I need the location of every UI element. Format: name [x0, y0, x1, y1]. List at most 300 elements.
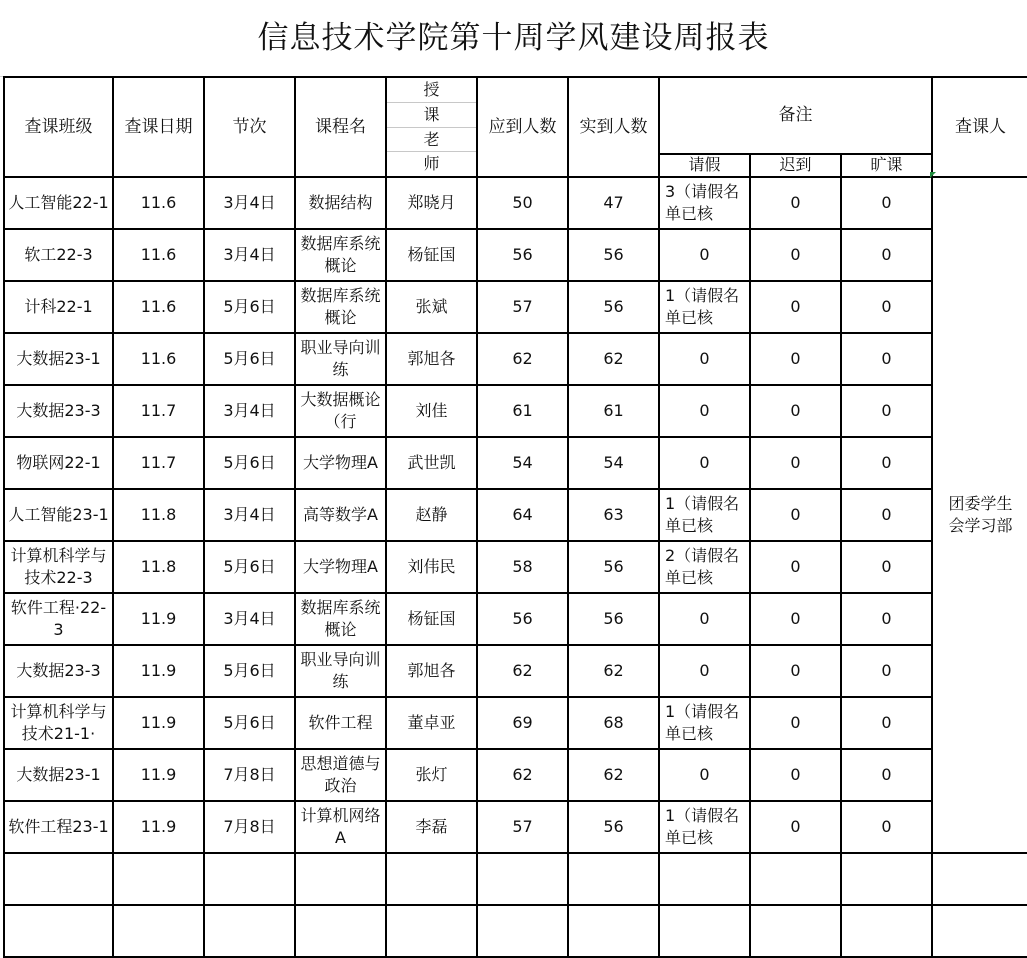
cell-course[interactable]: [295, 177, 386, 229]
cell-late-text: 0: [790, 453, 801, 472]
cell-absent-text: 0: [881, 297, 892, 316]
cell-actual[interactable]: [568, 905, 659, 957]
cell-date[interactable]: [113, 281, 204, 333]
cell-absent[interactable]: [841, 645, 932, 697]
cell-date-text: 11.9: [140, 765, 177, 784]
cell-absent[interactable]: [841, 177, 932, 229]
header-remarks[interactable]: 备注: [659, 77, 932, 154]
cell-leave[interactable]: [659, 541, 750, 593]
cell-period[interactable]: [204, 593, 295, 645]
table-row: [4, 541, 1027, 593]
cell-expected-text: 56: [512, 245, 533, 264]
cell-late[interactable]: [750, 801, 841, 853]
cell-date[interactable]: [113, 905, 204, 957]
cell-teacher-text: 赵静: [415, 505, 448, 524]
cell-period-text: 5月6日: [223, 713, 276, 732]
cell-teacher[interactable]: [386, 437, 477, 489]
cell-late[interactable]: [750, 697, 841, 749]
cell-teacher-text: 杨钲国: [407, 245, 456, 264]
cell-period[interactable]: [204, 697, 295, 749]
cell-expected-text: 56: [512, 609, 533, 628]
cell-leave-text: 1（请假名单已核: [665, 286, 740, 327]
cell-absent[interactable]: [841, 333, 932, 385]
cell-teacher[interactable]: [386, 593, 477, 645]
cell-absent[interactable]: [841, 489, 932, 541]
cell-leave[interactable]: [659, 593, 750, 645]
cell-expected-text: 61: [512, 401, 533, 420]
cell-actual[interactable]: [568, 385, 659, 437]
cell-course[interactable]: [295, 593, 386, 645]
cell-period-text: 5月6日: [223, 661, 276, 680]
cell-class[interactable]: [4, 645, 113, 697]
cell-period[interactable]: [204, 749, 295, 801]
cell-checker-text: 团委学生会学习部: [948, 494, 1013, 535]
cell-absent-text: 0: [881, 349, 892, 368]
cell-late[interactable]: [750, 281, 841, 333]
header-expected[interactable]: 应到人数: [477, 77, 568, 177]
cell-absent[interactable]: [841, 697, 932, 749]
cell-teacher-text: 郭旭各: [407, 661, 456, 680]
cell-expected[interactable]: [477, 541, 568, 593]
cell-expected-text: 62: [512, 349, 533, 368]
cell-leave-text: 0: [699, 349, 710, 368]
cell-late-text: 0: [790, 609, 801, 628]
cell-period-text: 5月6日: [223, 349, 276, 368]
cell-period[interactable]: [204, 281, 295, 333]
cell-absent-text: 0: [881, 557, 892, 576]
cell-class-text: 大数据23-3: [16, 661, 101, 680]
cell-date-text: 11.7: [140, 453, 177, 472]
cell-class[interactable]: [4, 593, 113, 645]
cell-period[interactable]: [204, 541, 295, 593]
cell-leave-text: 0: [699, 245, 710, 264]
report-title: 信息技术学院第十周学风建设周报表: [0, 0, 1027, 77]
cell-class-text: 软件工程23-1: [8, 817, 109, 836]
cell-actual-text: 47: [603, 193, 624, 212]
cell-teacher[interactable]: [386, 281, 477, 333]
cell-class[interactable]: [4, 905, 113, 957]
cell-actual[interactable]: [568, 489, 659, 541]
cell-late-text: 0: [790, 401, 801, 420]
cell-period-text: 3月4日: [223, 193, 276, 212]
cell-teacher-text: 张斌: [415, 297, 448, 316]
cell-course-text: 软件工程: [308, 713, 373, 732]
cell-course-text: 大学物理A: [303, 557, 378, 576]
cell-actual-text: 56: [603, 557, 624, 576]
cell-absent[interactable]: [841, 281, 932, 333]
table-row: [4, 489, 1027, 541]
cell-date[interactable]: [113, 697, 204, 749]
cell-expected-text: 54: [512, 453, 533, 472]
cell-period-text: 3月4日: [223, 401, 276, 420]
cell-late[interactable]: [750, 541, 841, 593]
cell-expected-text: 69: [512, 713, 533, 732]
cell-late[interactable]: [750, 177, 841, 229]
cell-late-text: 0: [790, 713, 801, 732]
table-row: [4, 437, 1027, 489]
header-actual[interactable]: 实到人数: [568, 77, 659, 177]
cell-teacher-text: 董卓亚: [407, 713, 456, 732]
cell-date[interactable]: [113, 229, 204, 281]
table-row: [4, 593, 1027, 645]
table-row: [4, 801, 1027, 853]
cell-expected[interactable]: [477, 229, 568, 281]
cell-expected[interactable]: [477, 489, 568, 541]
cell-absent[interactable]: [841, 593, 932, 645]
cell-class-text: 大数据23-1: [16, 765, 101, 784]
cell-late[interactable]: [750, 437, 841, 489]
cell-actual[interactable]: [568, 229, 659, 281]
cell-comment-marker: [930, 172, 936, 178]
cell-course-text: 数据结构: [308, 193, 373, 212]
cell-leave-text: 0: [699, 401, 710, 420]
cell-class[interactable]: [4, 437, 113, 489]
cell-teacher[interactable]: [386, 905, 477, 957]
cell-course[interactable]: [295, 853, 386, 905]
cell-period[interactable]: [204, 801, 295, 853]
header-late[interactable]: 迟到: [750, 154, 841, 177]
cell-expected[interactable]: [477, 801, 568, 853]
cell-actual[interactable]: [568, 749, 659, 801]
cell-course-text: 数据库系统概论: [300, 598, 381, 639]
cell-absent[interactable]: [841, 801, 932, 853]
cell-late[interactable]: [750, 749, 841, 801]
cell-leave[interactable]: [659, 281, 750, 333]
cell-teacher-text: 李磊: [415, 817, 448, 836]
cell-expected[interactable]: [477, 333, 568, 385]
cell-absent-text: 0: [881, 245, 892, 264]
cell-absent[interactable]: [841, 229, 932, 281]
cell-expected-text: 64: [512, 505, 533, 524]
cell-expected-text: 58: [512, 557, 533, 576]
cell-late[interactable]: [750, 853, 841, 905]
cell-teacher-text: 刘佳: [415, 401, 448, 420]
cell-teacher[interactable]: [386, 489, 477, 541]
cell-teacher-text: 武世凯: [407, 453, 456, 472]
cell-course[interactable]: [295, 489, 386, 541]
cell-expected[interactable]: [477, 281, 568, 333]
cell-period[interactable]: [204, 177, 295, 229]
cell-class-text: 大数据23-3: [16, 401, 101, 420]
cell-absent-text: 0: [881, 817, 892, 836]
cell-teacher-text: 杨钲国: [407, 609, 456, 628]
cell-actual-text: 61: [603, 401, 624, 420]
cell-course-text: 数据库系统概论: [300, 234, 381, 275]
cell-leave[interactable]: [659, 177, 750, 229]
cell-class-text: 人工智能22-1: [8, 193, 109, 212]
header-teacher[interactable]: [386, 77, 477, 177]
cell-period[interactable]: [204, 385, 295, 437]
cell-period-text: 5月6日: [223, 557, 276, 576]
cell-expected[interactable]: [477, 437, 568, 489]
cell-actual[interactable]: [568, 177, 659, 229]
cell-actual[interactable]: [568, 281, 659, 333]
cell-late[interactable]: [750, 385, 841, 437]
cell-class-text: 软件工程·22-3: [10, 598, 107, 639]
cell-date[interactable]: [113, 593, 204, 645]
empty-row: [4, 853, 1027, 905]
cell-course[interactable]: [295, 905, 386, 957]
header-checker[interactable]: 查课人: [932, 77, 1027, 177]
cell-actual[interactable]: [568, 853, 659, 905]
cell-absent[interactable]: [841, 437, 932, 489]
cell-actual-text: 56: [603, 297, 624, 316]
table-row: [4, 645, 1027, 697]
cell-date[interactable]: [113, 177, 204, 229]
cell-class[interactable]: [4, 541, 113, 593]
cell-teacher[interactable]: [386, 749, 477, 801]
cell-absent[interactable]: [841, 905, 932, 957]
cell-course-text: 计算机网络A: [300, 806, 381, 847]
cell-date-text: 11.9: [140, 713, 177, 732]
header-course[interactable]: 课程名: [295, 77, 386, 177]
cell-leave[interactable]: [659, 749, 750, 801]
cell-leave-text: 0: [699, 765, 710, 784]
cell-teacher[interactable]: [386, 177, 477, 229]
cell-course-text: 大学物理A: [303, 453, 378, 472]
cell-expected-text: 50: [512, 193, 533, 212]
cell-absent[interactable]: [841, 541, 932, 593]
cell-actual[interactable]: [568, 437, 659, 489]
cell-late-text: 0: [790, 193, 801, 212]
cell-actual-text: 62: [603, 349, 624, 368]
table-row: [4, 385, 1027, 437]
cell-class[interactable]: [4, 697, 113, 749]
cell-course[interactable]: [295, 229, 386, 281]
cell-class[interactable]: [4, 385, 113, 437]
cell-course-text: 职业导向训练: [300, 338, 381, 379]
cell-date-text: 11.6: [140, 193, 177, 212]
cell-date[interactable]: [113, 489, 204, 541]
cell-leave-text: 0: [699, 609, 710, 628]
cell-leave[interactable]: [659, 333, 750, 385]
cell-period-text: 7月8日: [223, 765, 276, 784]
cell-actual[interactable]: [568, 541, 659, 593]
cell-teacher[interactable]: [386, 229, 477, 281]
cell-actual-text: 56: [603, 817, 624, 836]
cell-absent-text: 0: [881, 661, 892, 680]
cell-period-text: 3月4日: [223, 245, 276, 264]
cell-class[interactable]: [4, 177, 113, 229]
cell-teacher-text: 刘伟民: [407, 557, 456, 576]
cell-class[interactable]: [4, 801, 113, 853]
cell-leave[interactable]: [659, 853, 750, 905]
cell-course[interactable]: [295, 697, 386, 749]
cell-late[interactable]: [750, 905, 841, 957]
cell-course[interactable]: [295, 541, 386, 593]
cell-late-text: 0: [790, 349, 801, 368]
cell-teacher[interactable]: [386, 853, 477, 905]
cell-period[interactable]: [204, 437, 295, 489]
cell-course[interactable]: [295, 801, 386, 853]
cell-date-text: 11.6: [140, 297, 177, 316]
cell-leave-text: 1（请假名单已核: [665, 806, 740, 847]
cell-absent[interactable]: [841, 853, 932, 905]
cell-date[interactable]: [113, 645, 204, 697]
header-leave[interactable]: 请假: [659, 154, 750, 177]
header-absent[interactable]: 旷课: [841, 154, 932, 177]
cell-actual-text: 56: [603, 609, 624, 628]
cell-leave[interactable]: [659, 645, 750, 697]
cell-period-text: 5月6日: [223, 297, 276, 316]
cell-period[interactable]: [204, 645, 295, 697]
cell-expected[interactable]: [477, 749, 568, 801]
cell-leave-text: 0: [699, 453, 710, 472]
cell-class[interactable]: [4, 853, 113, 905]
cell-class-text: 大数据23-1: [16, 349, 101, 368]
cell-course-text: 数据库系统概论: [300, 286, 381, 327]
table-row: [4, 229, 1027, 281]
cell-period-text: 7月8日: [223, 817, 276, 836]
cell-expected-text: 57: [512, 297, 533, 316]
table-row: [4, 333, 1027, 385]
cell-late-text: 0: [790, 817, 801, 836]
cell-date[interactable]: [113, 853, 204, 905]
table-row: [4, 177, 1027, 229]
cell-absent-text: 0: [881, 765, 892, 784]
cell-course-text: 大数据概论（行: [300, 390, 381, 431]
header-teacher-char: 老: [387, 128, 476, 153]
cell-leave-text: 3（请假名单已核: [665, 182, 740, 223]
cell-expected[interactable]: [477, 697, 568, 749]
cell-expected[interactable]: [477, 385, 568, 437]
cell-class-text: 计科22-1: [24, 297, 93, 316]
cell-course[interactable]: [295, 281, 386, 333]
cell-actual-text: 62: [603, 765, 624, 784]
report-table: [3, 76, 1027, 958]
cell-class-text: 计算机科学与技术22-3: [10, 546, 107, 587]
cell-course[interactable]: [295, 645, 386, 697]
header-period[interactable]: 节次: [204, 77, 295, 177]
cell-expected[interactable]: [477, 645, 568, 697]
cell-actual[interactable]: [568, 697, 659, 749]
cell-actual[interactable]: [568, 593, 659, 645]
cell-teacher[interactable]: [386, 801, 477, 853]
cell-date-text: 11.9: [140, 661, 177, 680]
cell-expected[interactable]: [477, 905, 568, 957]
cell-date-text: 11.9: [140, 609, 177, 628]
cell-class[interactable]: [4, 749, 113, 801]
cell-date[interactable]: [113, 541, 204, 593]
cell-leave[interactable]: [659, 385, 750, 437]
cell-period[interactable]: [204, 905, 295, 957]
cell-period[interactable]: [204, 853, 295, 905]
cell-date[interactable]: [113, 749, 204, 801]
cell-late-text: 0: [790, 505, 801, 524]
cell-date-text: 11.8: [140, 505, 177, 524]
cell-checker[interactable]: [932, 905, 1027, 957]
cell-class-text: 计算机科学与技术21-1·: [10, 702, 107, 743]
cell-period[interactable]: [204, 229, 295, 281]
cell-expected[interactable]: [477, 177, 568, 229]
header-class[interactable]: 查课班级: [4, 77, 113, 177]
cell-course[interactable]: [295, 385, 386, 437]
cell-absent-text: 0: [881, 505, 892, 524]
header-teacher-char: 课: [387, 103, 476, 128]
cell-late[interactable]: [750, 229, 841, 281]
cell-course[interactable]: [295, 437, 386, 489]
cell-late[interactable]: [750, 645, 841, 697]
cell-teacher[interactable]: [386, 541, 477, 593]
cell-late-text: 0: [790, 661, 801, 680]
cell-class-text: 人工智能23-1: [8, 505, 109, 524]
cell-leave[interactable]: [659, 905, 750, 957]
cell-leave[interactable]: [659, 489, 750, 541]
cell-course-text: 高等数学A: [303, 505, 378, 524]
cell-date[interactable]: [113, 333, 204, 385]
cell-actual-text: 63: [603, 505, 624, 524]
cell-date[interactable]: [113, 385, 204, 437]
header-row: [4, 77, 1027, 154]
cell-teacher-text: 郑晓月: [407, 193, 456, 212]
cell-teacher[interactable]: [386, 385, 477, 437]
cell-checker[interactable]: [932, 853, 1027, 905]
cell-actual-text: 54: [603, 453, 624, 472]
header-teacher-char: 授: [387, 78, 476, 103]
cell-absent[interactable]: [841, 385, 932, 437]
cell-date[interactable]: [113, 801, 204, 853]
cell-leave-text: 1（请假名单已核: [665, 494, 740, 535]
cell-absent-text: 0: [881, 193, 892, 212]
cell-absent-text: 0: [881, 453, 892, 472]
cell-leave-text: 2（请假名单已核: [665, 546, 740, 587]
cell-actual[interactable]: [568, 801, 659, 853]
cell-class[interactable]: [4, 281, 113, 333]
cell-class[interactable]: [4, 333, 113, 385]
cell-class[interactable]: [4, 489, 113, 541]
cell-date[interactable]: [113, 437, 204, 489]
cell-expected-text: 57: [512, 817, 533, 836]
cell-absent-text: 0: [881, 713, 892, 732]
cell-late[interactable]: [750, 333, 841, 385]
empty-row: [4, 905, 1027, 957]
cell-teacher[interactable]: [386, 697, 477, 749]
cell-class[interactable]: [4, 229, 113, 281]
cell-expected[interactable]: [477, 593, 568, 645]
cell-leave[interactable]: [659, 801, 750, 853]
cell-class-text: 软工22-3: [24, 245, 93, 264]
cell-period-text: 3月4日: [223, 609, 276, 628]
cell-leave[interactable]: [659, 697, 750, 749]
cell-absent[interactable]: [841, 749, 932, 801]
cell-actual[interactable]: [568, 645, 659, 697]
cell-leave[interactable]: [659, 437, 750, 489]
cell-expected[interactable]: [477, 853, 568, 905]
cell-teacher[interactable]: [386, 645, 477, 697]
cell-checker[interactable]: [932, 177, 1027, 853]
cell-teacher-text: 张灯: [415, 765, 448, 784]
cell-leave[interactable]: [659, 229, 750, 281]
cell-leave-text: 0: [699, 661, 710, 680]
cell-class-text: 物联网22-1: [16, 453, 101, 472]
cell-period[interactable]: [204, 333, 295, 385]
cell-late[interactable]: [750, 489, 841, 541]
cell-actual[interactable]: [568, 333, 659, 385]
header-date[interactable]: 查课日期: [113, 77, 204, 177]
cell-late[interactable]: [750, 593, 841, 645]
cell-course[interactable]: [295, 333, 386, 385]
cell-course-text: 思想道德与政治: [300, 754, 381, 795]
header-teacher-char: 师: [423, 154, 440, 174]
cell-absent-text: 0: [881, 401, 892, 420]
cell-date-text: 11.6: [140, 245, 177, 264]
cell-late-text: 0: [790, 245, 801, 264]
cell-teacher[interactable]: [386, 333, 477, 385]
report-table-body: [4, 77, 1027, 957]
cell-course[interactable]: [295, 749, 386, 801]
cell-actual-text: 62: [603, 661, 624, 680]
cell-period[interactable]: [204, 489, 295, 541]
